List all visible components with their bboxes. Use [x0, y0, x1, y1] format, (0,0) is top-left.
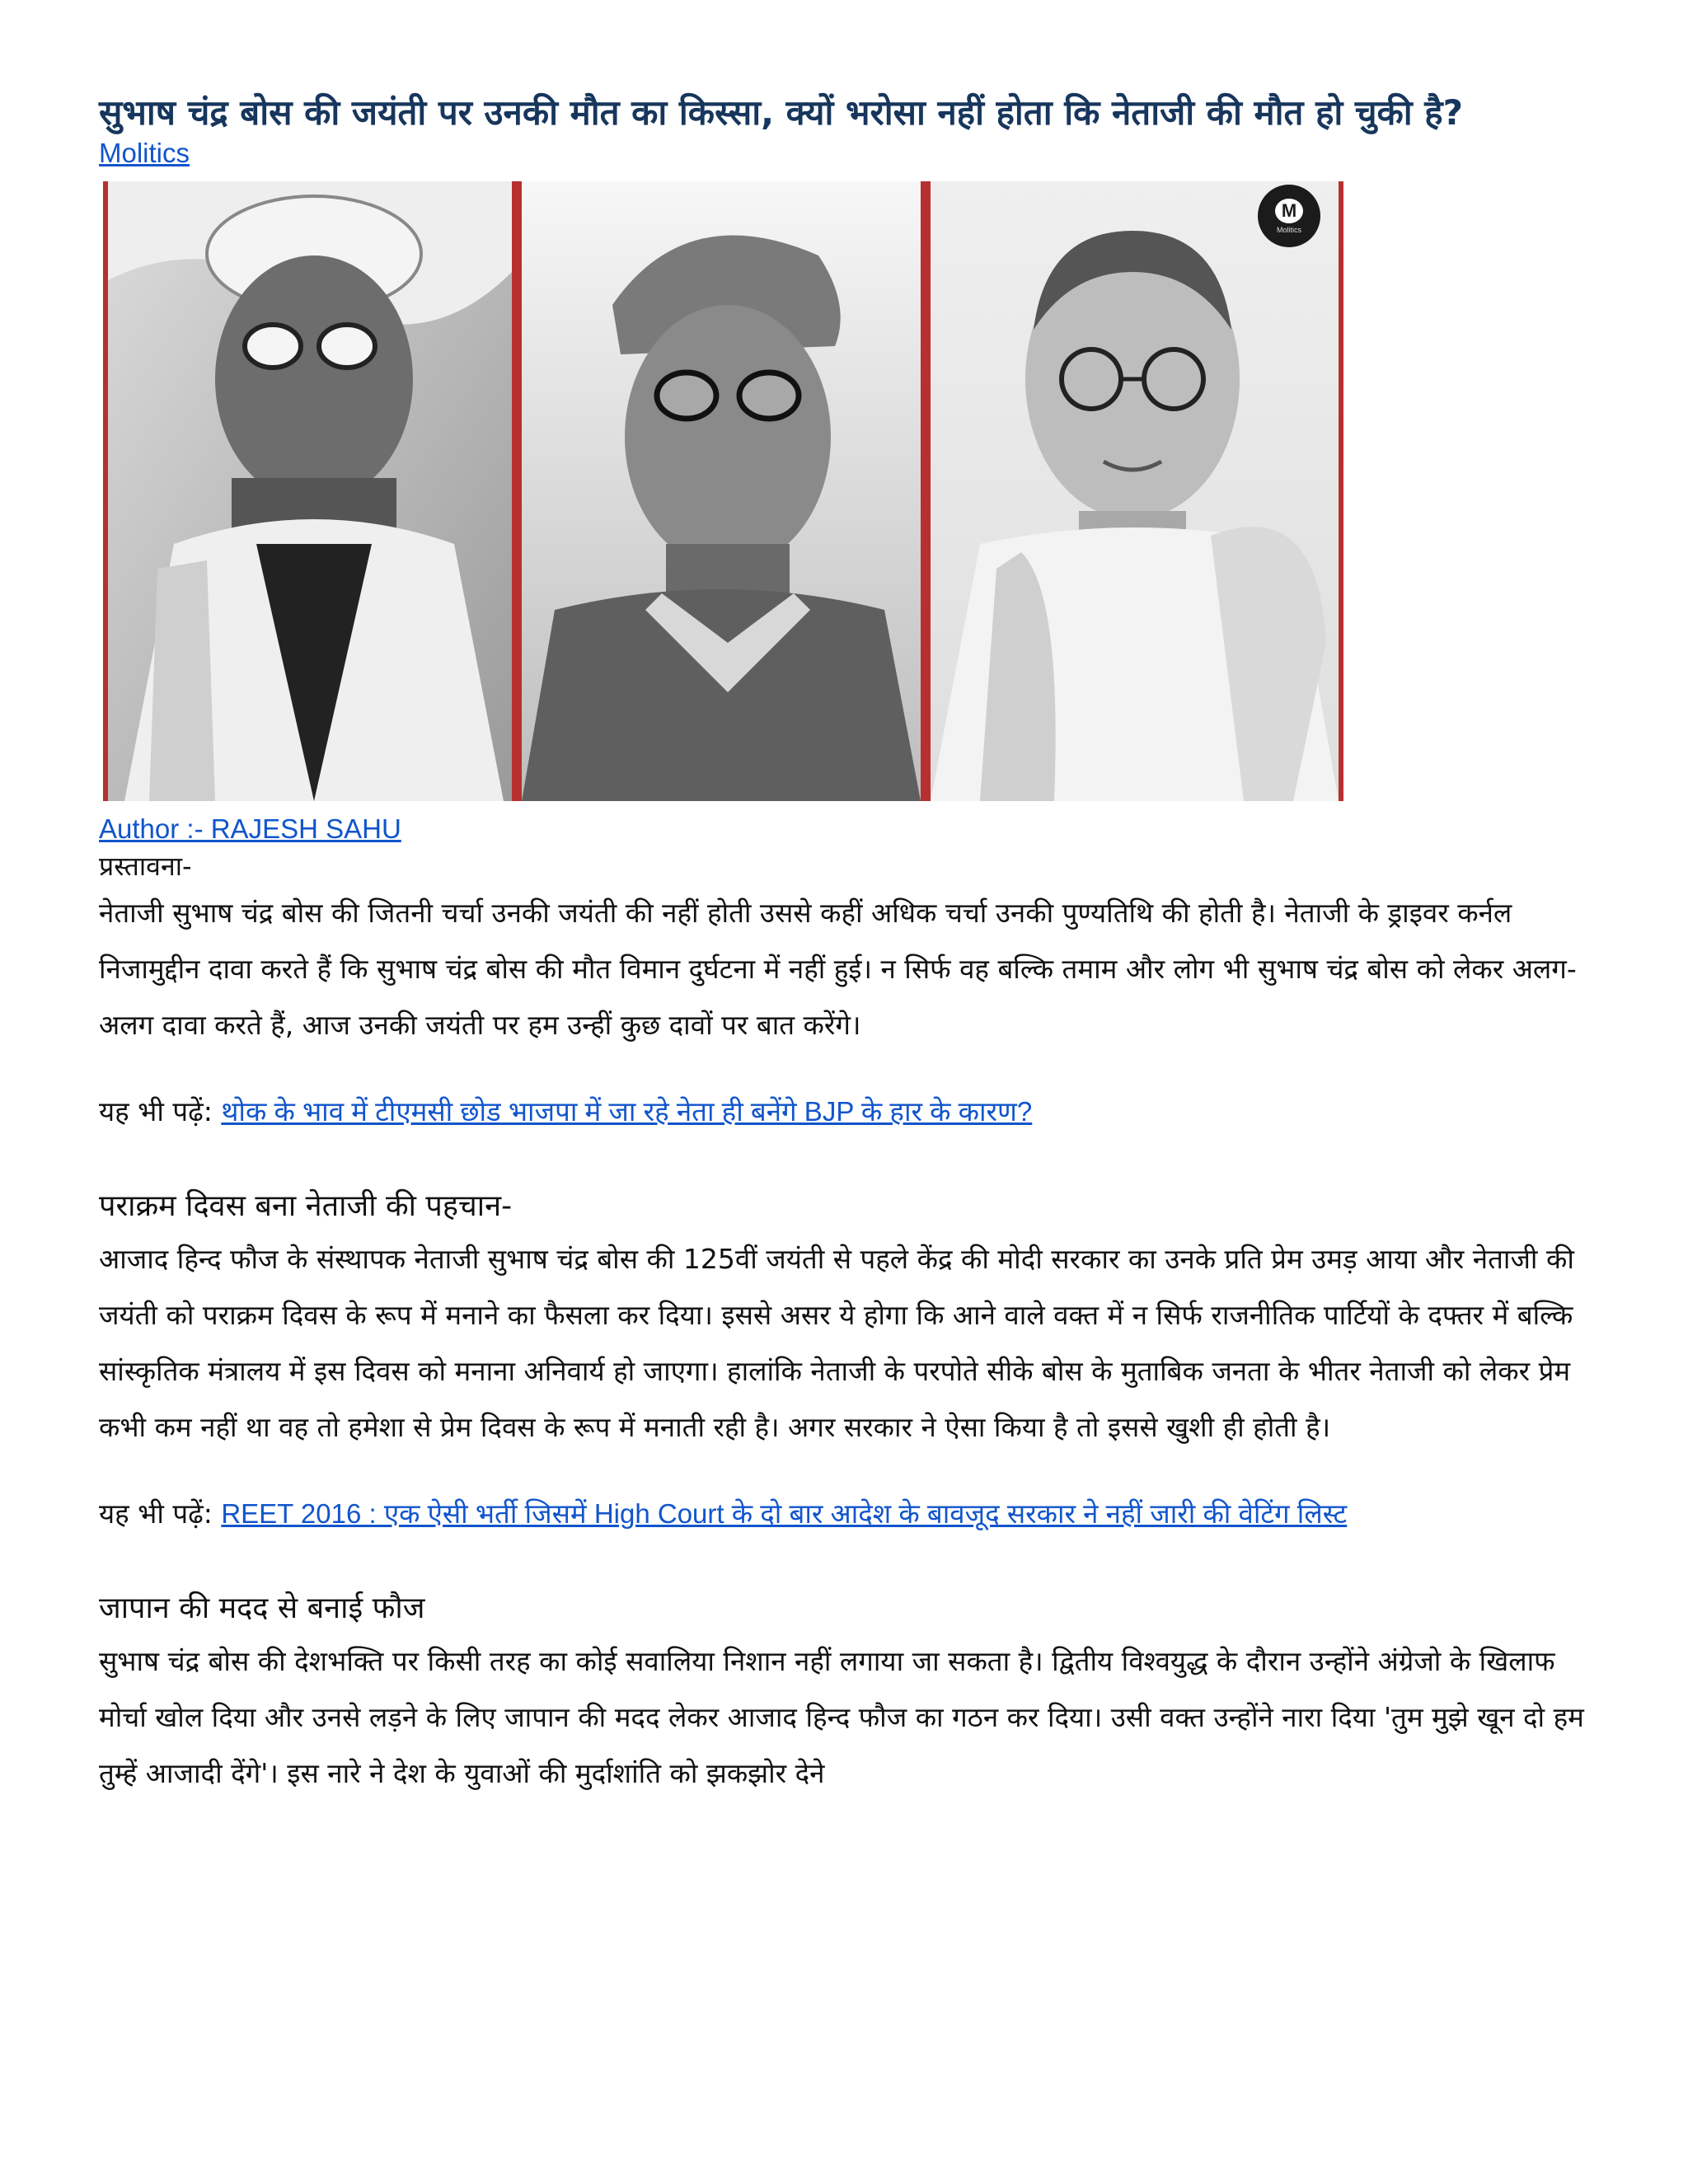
intro-label: प्रस्तावना- [99, 851, 192, 882]
also-read-prefix: यह भी पढ़ें: [99, 1497, 222, 1530]
also-read-1 [99, 1093, 1591, 1131]
also-read-2 [99, 1495, 1591, 1533]
molitics-logo: M Molitics [1258, 185, 1320, 247]
section-paragraph-2: सुभाष चंद्र बोस की देशभक्ति पर किसी तरह का कोई सवालिया निशान नहीं लगाया जा सकता है। द्वितीय विश्वयुद्ध के दौरान उन्होंने अंग्रेजो के खिलाफ मोर्चा खोल दिया और उनसे लड़ने के लिए जापान की मदद लेकर आजाद हिन्द फौज का गठन कर दिया। उसी वक्त उन्होंने नारा दिया 'तुम मुझे खून दो हम तुम्हें आजादी देंगे'। इस नारे ने देश के युवाओं की मुर्दाशांति को झकझोर देने [99, 1645, 1584, 1789]
section-heading-1: पराक्रम दिवस बना नेताजी की पहचान- [99, 1189, 513, 1223]
portrait-photo-center [522, 181, 921, 801]
section-heading-2: जापान की मदद से बनाई फौज [99, 1591, 425, 1625]
section-paragraph-1: आजाद हिन्द फौज के संस्थापक नेताजी सुभाष चंद्र बोस की 125वीं जयंती से पहले केंद्र की मोदी सरकार का उनके प्रति प्रेम उमड़ आया और नेताजी की जयंती को पराक्रम दिवस के रूप में मनाने का फैसला कर दिया। इससे असर ये होगा कि आने वाले वक्त में न सिर्फ राजनीतिक पार्टियों के दफ्तर में बल्कि सांस्कृतिक मंत्रालय में इस दिवस को मनाना अनिवार्य हो जाएगा। हालांकि नेताजी के परपोते सीके बोस के मुताबिक जनता के भीतर नेताजी को लेकर प्रेम कभी कम नहीं था वह तो हमेशा से प्रेम दिवस के रूप में मनाती रही है। अगर सरकार ने ऐसा किया है तो इससे खुशी ही होती है। [99, 1243, 1574, 1443]
portrait-photo-left [108, 181, 512, 801]
also-read-prefix: यह भी पढ़ें: [99, 1095, 222, 1127]
article-title: सुभाष चंद्र बोस की जयंती पर उनकी मौत का किस्सा, क्यों भरोसा नहीं होता कि नेताजी की मौत हो चुकी है? [99, 92, 1463, 133]
also-read-link-2[interactable]: REET 2016 : एक ऐसी भर्ती जिसमें High Court के दो बार आदेश के बावजूद सरकार ने नहीं जारी की वेटिंग लिस्ट [221, 1498, 1348, 1529]
source-link[interactable]: Molitics [99, 138, 190, 168]
intro-paragraph: नेताजी सुभाष चंद्र बोस की जितनी चर्चा उनकी जयंती की नहीं होती उससे कहीं अधिक चर्चा उनकी पुण्यतिथि की होती है। नेताजी के ड्राइवर कर्नल निजामुद्दीन दावा करते हैं कि सुभाष चंद्र बोस की मौत विमान दुर्घटना में नहीं हुई। न सिर्फ वह बल्कि तमाम और लोग भी सुभाष चंद्र बोस को लेकर अलग-अलग दावा करते हैं, आज उनकी जयंती पर हम उन्हीं कुछ दावों पर बात करेंगे। [99, 897, 1577, 1041]
article [99, 91, 1591, 1802]
also-read-link-1[interactable]: थोक के भाव में टीएमसी छोड भाजपा में जा रहे नेता ही बनेंगे BJP के हार के कारण? [221, 1096, 1033, 1127]
author-link[interactable]: Author :- RAJESH SAHU [99, 813, 401, 844]
portrait-photo-right [931, 181, 1339, 801]
hero-image [103, 181, 1343, 801]
